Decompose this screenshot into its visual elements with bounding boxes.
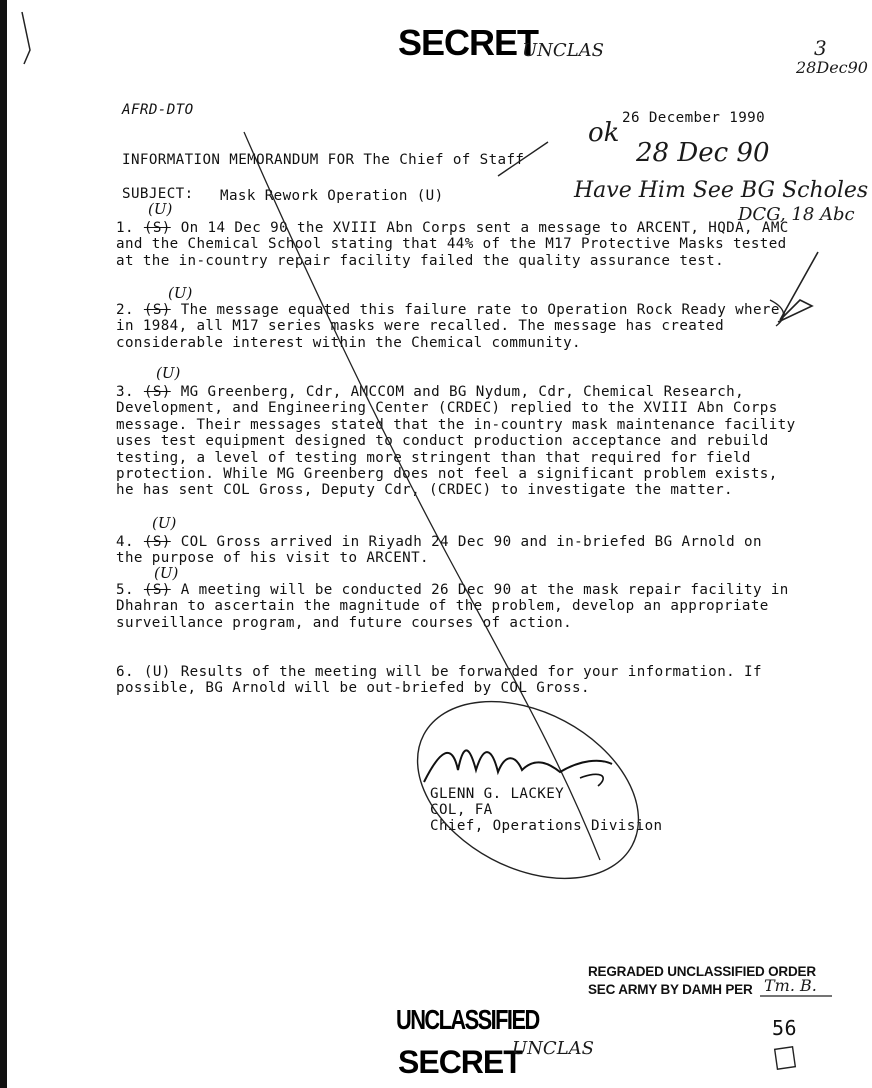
para-2-text: The message equated this failure rate to Operation Rock Ready where, in 1984, all M17 series masks were recalled. The message has created considerable interest within the Chemical community.: [116, 302, 789, 351]
memo-date: 26 December 1990: [622, 110, 766, 126]
bracket-mark: [770, 300, 784, 326]
date-annotation: 28 Dec 90: [636, 138, 770, 168]
para-4-number: 4.: [116, 534, 134, 550]
para-5-text: A meeting will be conducted 26 Dec 90 at the mask repair facility in Dhahran to ascertain the magnitude of the problem, develop an appropriate surveillance program, and future courses of action.: [116, 582, 789, 631]
para-2-marking: (S): [143, 302, 171, 318]
signature-name: GLENN G. LACKEY: [430, 786, 565, 802]
scan-mark: [22, 12, 30, 64]
office-symbol: AFRD-DTO: [122, 102, 194, 118]
classification-top-handwritten: UNCLAS: [522, 40, 604, 61]
box-mark: [775, 1047, 796, 1069]
signature-loop: [387, 666, 669, 915]
para-4-text: COL Gross arrived in Riyadh 24 Dec 90 and in-briefed BG Arnold on the purpose of his visit to ARCENT.: [116, 534, 762, 567]
routing-line: [244, 132, 600, 860]
page-corner-number: 3: [814, 36, 827, 60]
para-6-number: 6.: [116, 664, 134, 680]
note-annotation-line2: DCG, 18 Abc: [738, 204, 855, 225]
para-3-text: MG Greenberg, Cdr, AMCCOM and BG Nydum, Cdr, Chemical Research, Development, and Engineering Center (CRDEC) replied to the XVIII Abn Corps message. Their messages stated that the in-country mask maintenance facility uses test equipment designed to conduct production acceptance and rebuild testing, a level of testing more stringent than that required for field protection. While MG Greenberg does not feel a significant problem exists, he has sent COL Gross, Deputy Cdr, (CRDEC) to investigate the matter.: [116, 384, 796, 499]
para-4-marking: (S): [143, 534, 171, 550]
para-2-number: 2.: [116, 302, 134, 318]
para-5-marking: (S): [143, 582, 171, 598]
para-2-marking-hand: (U): [168, 284, 193, 302]
para-1-number: 1.: [116, 220, 134, 236]
page-number: 56: [772, 1016, 797, 1040]
regrade-handwritten: Tm. B.: [764, 976, 817, 995]
para-5-marking-hand: (U): [154, 564, 179, 582]
para-1-marking: (S): [143, 220, 171, 236]
classification-bottom: SECRET: [398, 1044, 522, 1080]
subject-text: Mask Rework Operation (U): [220, 188, 444, 204]
para-3-marking: (S): [143, 384, 171, 400]
para-5-number: 5.: [116, 582, 134, 598]
signature-tail: [580, 774, 603, 786]
signature-rank: COL, FA: [430, 802, 493, 818]
initials-ok: ok: [588, 118, 620, 148]
addressee-line: INFORMATION MEMORANDUM FOR The Chief of Staff: [122, 152, 525, 168]
para-3-number: 3.: [116, 384, 134, 400]
unclassified-stamp: UNCLASSIFIED: [396, 1004, 539, 1035]
signature-title: Chief, Operations Division: [430, 818, 663, 834]
classification-bottom-handwritten: UNCLAS: [512, 1038, 594, 1059]
page-corner-date: 28Dec90: [796, 58, 868, 77]
para-1-text: On 14 Dec 90 the XVIII Abn Corps sent a message to ARCENT, HQDA, AMC and the Chemical School stating that 44% of the M17 Protective Masks tested at the in-country repair facility failed the quality assurance test.: [116, 220, 789, 269]
para-6-text: Results of the meeting will be forwarded for your information. If possible, BG Arnold will be out-briefed by COL Gross.: [116, 664, 762, 697]
strike-mark: [498, 142, 548, 176]
para-1-marking-hand: (U): [148, 200, 173, 218]
para-6-marking: (U): [143, 664, 171, 680]
para-4-marking-hand: (U): [152, 514, 177, 532]
check-mark: [778, 252, 818, 322]
para-3-marking-hand: (U): [156, 364, 181, 382]
classification-top: SECRET: [398, 22, 539, 63]
regrade-line-2: SEC ARMY BY DAMH PER: [588, 982, 753, 997]
note-annotation-line1: Have Him See BG Scholes: [574, 178, 869, 203]
regrade-line-1: REGRADED UNCLASSIFIED ORDER: [588, 964, 816, 979]
subject-label: SUBJECT:: [122, 186, 194, 202]
